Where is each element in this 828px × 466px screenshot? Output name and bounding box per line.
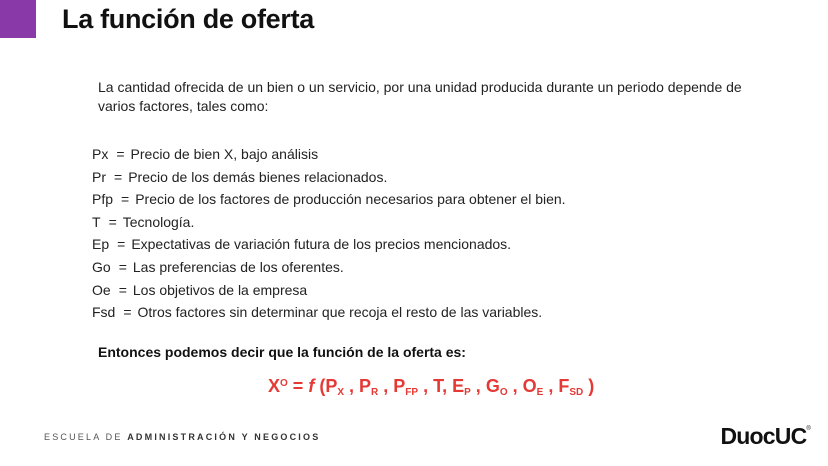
school-department: ADMINISTRACIÓN Y NEGOCIOS bbox=[127, 432, 321, 442]
registered-mark: ® bbox=[806, 426, 810, 432]
factor-item bbox=[92, 279, 566, 302]
factor-item bbox=[92, 301, 566, 324]
factor-equals: = bbox=[114, 168, 123, 185]
slide-title: La función de oferta bbox=[62, 4, 315, 34]
factor-item bbox=[92, 211, 566, 234]
factor-equals: = bbox=[116, 146, 125, 162]
formula-lhs-superscript: O bbox=[280, 378, 288, 389]
factor-equals: = bbox=[117, 236, 126, 253]
factor-equals: = bbox=[118, 258, 127, 275]
factor-abbr: T bbox=[92, 213, 101, 230]
formula-term: $F_{SD}$ bbox=[558, 376, 584, 398]
intro-paragraph: La cantidad ofrecida de un bien o un servicio, por una unidad producida durante un periodo depende de varios factores, tales como: bbox=[98, 79, 742, 114]
formula-term: T bbox=[433, 376, 443, 396]
factor-abbr: Go bbox=[92, 258, 111, 275]
factor-equals: = bbox=[121, 191, 130, 208]
factor-item bbox=[92, 233, 566, 256]
factor-desc: Otros factores sin determinar que recoja el resto de las variables. bbox=[137, 304, 543, 321]
factor-equals: = bbox=[123, 304, 132, 321]
formula-term: $P_{FP}$ bbox=[393, 376, 419, 398]
supply-function-formula: $X^O = f$ ($P_X$ , $P_R$ , $P_{FP}$ , T, $E_P$ , $G_O$ , $O_E$ , $F_{SD}$ ) bbox=[268, 376, 595, 398]
factor-desc: Las preferencias de los oferentes. bbox=[132, 258, 344, 275]
factor-desc: Los objetivos de la empresa bbox=[132, 281, 308, 298]
logo-text: DuocUC bbox=[720, 423, 807, 449]
factor-desc: Precio de los factores de producción necesarios para obtener el bien. bbox=[135, 191, 566, 208]
factor-abbr: Px bbox=[92, 146, 109, 162]
duocuc-logo bbox=[720, 423, 810, 450]
formula-lhs: X bbox=[268, 376, 281, 396]
factor-item bbox=[92, 143, 566, 166]
factor-desc: Tecnología. bbox=[122, 213, 195, 230]
accent-bar bbox=[0, 0, 36, 38]
factor-equals: = bbox=[108, 213, 117, 230]
formula-equals: = bbox=[287, 376, 309, 396]
factor-abbr: Pfp bbox=[92, 191, 114, 208]
school-name bbox=[44, 432, 320, 442]
factor-abbr: Pr bbox=[92, 168, 106, 185]
formula-term: $P_X$ bbox=[325, 376, 344, 398]
formula-term: $G_O$ bbox=[485, 376, 508, 398]
school-prefix: ESCUELA DE bbox=[44, 432, 128, 442]
formula-function: f bbox=[308, 376, 315, 396]
formula-term: $E_P$ bbox=[452, 376, 471, 398]
factor-desc: Expectativas de variación futura de los precios mencionados. bbox=[131, 236, 512, 253]
formula-term: $O_E$ bbox=[522, 376, 544, 398]
factor-desc: Precio de bien X, bajo análisis bbox=[130, 146, 319, 162]
factor-item bbox=[92, 166, 566, 189]
factor-item bbox=[92, 256, 566, 279]
factor-equals: = bbox=[118, 281, 127, 298]
factor-abbr: Oe bbox=[92, 281, 111, 298]
factor-abbr: Ep bbox=[92, 236, 110, 253]
factor-abbr: Fsd bbox=[92, 304, 116, 321]
function-statement: Entonces podemos decir que la función de la oferta es: bbox=[98, 344, 466, 360]
factor-item bbox=[92, 188, 566, 211]
formula-term: $P_R$ bbox=[359, 376, 379, 398]
factor-list bbox=[92, 143, 566, 324]
factor-desc: Precio de los demás bienes relacionados. bbox=[128, 168, 388, 185]
